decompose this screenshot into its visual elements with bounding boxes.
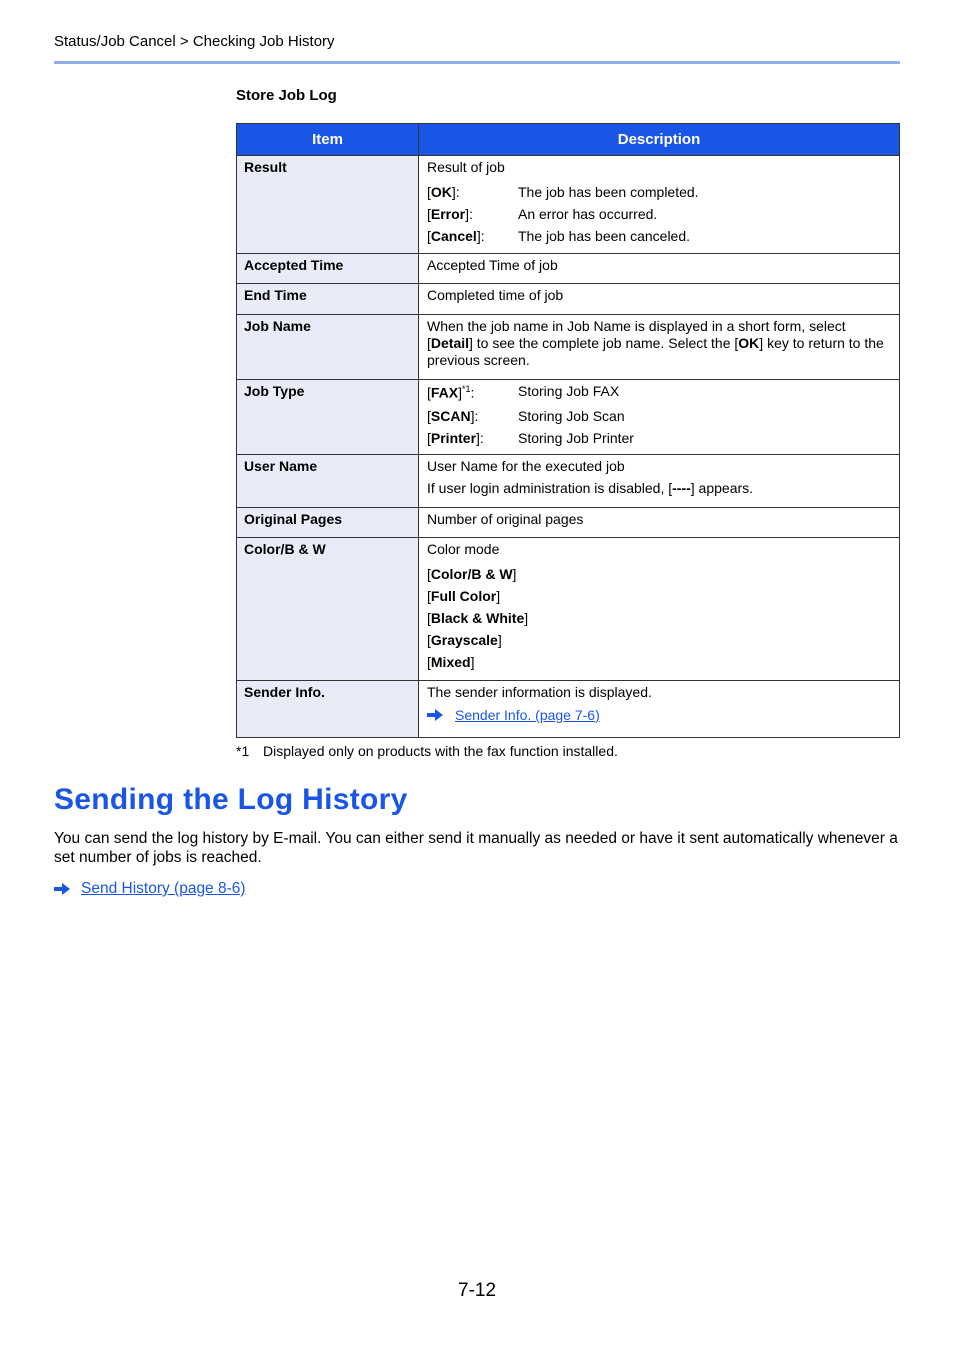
row-desc-color-bw <box>419 538 900 681</box>
bracket: : <box>470 384 475 401</box>
row-item-end-time: End Time <box>237 284 419 315</box>
footnote-ref: *1 <box>462 384 471 395</box>
result-option-ok <box>427 181 891 203</box>
row-desc-user-name <box>419 455 900 508</box>
table-row <box>237 538 900 681</box>
option-key: Cancel <box>430 227 477 244</box>
row-item-sender-info: Sender Info. <box>237 681 419 738</box>
table-header-row <box>237 124 900 156</box>
row-item-result: Result <box>237 156 419 254</box>
table-row <box>237 380 900 455</box>
section-label: Store Job Log <box>236 87 337 104</box>
arrow-right-icon <box>427 709 443 721</box>
header-description: Description <box>419 124 900 156</box>
row-item-original-pages: Original Pages <box>237 508 419 538</box>
option-key: Error <box>430 205 466 222</box>
option-key: FAX <box>430 384 459 401</box>
option-value: The job has been canceled. <box>518 227 691 244</box>
user-name-line <box>427 480 891 497</box>
send-history-link[interactable]: Send History (page 8-6) <box>81 880 246 897</box>
table-row <box>237 681 900 738</box>
bracket: ]: <box>470 407 479 424</box>
bracket: ]: <box>476 429 484 446</box>
option-value: Storing Job Scan <box>518 407 625 424</box>
bracket: [ <box>427 227 431 244</box>
detail-key: Detail <box>430 335 470 351</box>
color-mode-option: [Black & White] <box>427 610 529 626</box>
row-item-color-bw: Color/B & W <box>237 538 419 681</box>
footnote-mark: *1 <box>236 743 250 759</box>
table-row <box>237 315 900 380</box>
color-mode-intro: Color mode <box>427 541 500 557</box>
color-mode-option: [Color/B & W] <box>427 566 517 582</box>
send-history-link-line <box>54 880 246 898</box>
table-row <box>237 455 900 508</box>
option-value: Storing Job FAX <box>518 383 620 399</box>
footnote-text: Displayed only on products with the fax function installed. <box>263 743 618 759</box>
mode-key: Full Color <box>430 588 497 604</box>
mode-key: Color/B & W <box>430 566 513 582</box>
dash-key: ---- <box>672 480 691 496</box>
option-key: SCAN <box>430 407 471 424</box>
row-desc-result <box>419 156 900 254</box>
breadcrumb: Status/Job Cancel > Checking Job History <box>54 33 335 50</box>
option-key: OK <box>430 183 452 200</box>
bracket: [ <box>427 407 431 424</box>
ok-key: OK <box>738 335 760 351</box>
job-name-text: ] to see the complete job name. Select the [ <box>469 335 739 351</box>
user-name-text: ] appears. <box>690 480 754 496</box>
color-mode-option: [Mixed] <box>427 654 475 670</box>
bracket: [ <box>427 384 431 401</box>
header-item: Item <box>237 124 419 156</box>
color-mode-option: [Full Color] <box>427 588 501 604</box>
job-type-scan <box>427 405 891 427</box>
option-value: Storing Job Printer <box>518 429 634 446</box>
color-mode-option: [Grayscale] <box>427 632 502 648</box>
bracket: ]: <box>451 183 460 200</box>
job-type-fax <box>427 383 891 400</box>
result-option-cancel <box>427 225 891 247</box>
row-item-accepted-time: Accepted Time <box>237 254 419 284</box>
result-intro: Result of job <box>427 159 505 175</box>
job-name-text: When the job name in Job Name is displayed in a short form, select [ <box>427 318 846 351</box>
table-row <box>237 284 900 315</box>
bracket: ] <box>458 384 463 401</box>
row-desc-job-name <box>419 315 900 380</box>
table-row <box>237 508 900 538</box>
row-desc-sender-info <box>419 681 900 738</box>
bracket: [ <box>427 183 431 200</box>
row-desc-accepted-time: Accepted Time of job <box>419 254 900 284</box>
bracket: ]: <box>476 227 485 244</box>
option-key: Printer <box>430 429 477 446</box>
footnote <box>236 743 618 759</box>
section-heading: Sending the Log History <box>54 783 408 816</box>
row-desc-job-type <box>419 380 900 455</box>
user-name-line: User Name for the executed job <box>427 458 625 474</box>
header-rule <box>54 61 900 64</box>
bracket: ]: <box>465 205 473 222</box>
mode-key: Mixed <box>430 654 471 670</box>
sender-info-link-line <box>427 703 891 727</box>
table-row <box>237 254 900 284</box>
table-row <box>237 156 900 254</box>
store-job-log-table <box>236 123 900 738</box>
user-name-text: If user login administration is disabled, [ <box>427 480 673 496</box>
option-value: The job has been completed. <box>518 183 699 200</box>
result-option-error <box>427 203 891 225</box>
page-number: 7-12 <box>458 1280 497 1301</box>
bracket: [ <box>427 205 431 222</box>
row-item-user-name: User Name <box>237 455 419 508</box>
bracket: [ <box>427 429 431 446</box>
option-value: An error has occurred. <box>518 205 658 222</box>
row-desc-original-pages: Number of original pages <box>419 508 900 538</box>
mode-key: Black & White <box>430 610 525 626</box>
job-type-printer <box>427 427 891 449</box>
row-desc-end-time: Completed time of job <box>419 284 900 315</box>
sender-info-text: The sender information is displayed. <box>427 684 652 700</box>
row-item-job-name: Job Name <box>237 315 419 380</box>
mode-key: Grayscale <box>430 632 498 648</box>
sender-info-link[interactable]: Sender Info. (page 7-6) <box>455 706 600 723</box>
arrow-right-icon <box>54 883 70 895</box>
job-name-text: ] key to return to the previous screen. <box>427 335 884 368</box>
row-item-job-type: Job Type <box>237 380 419 455</box>
body-paragraph: You can send the log history by E-mail. You can either send it manually as needed or have it sent automatically whenever a set number of jobs is reached. <box>54 830 898 866</box>
